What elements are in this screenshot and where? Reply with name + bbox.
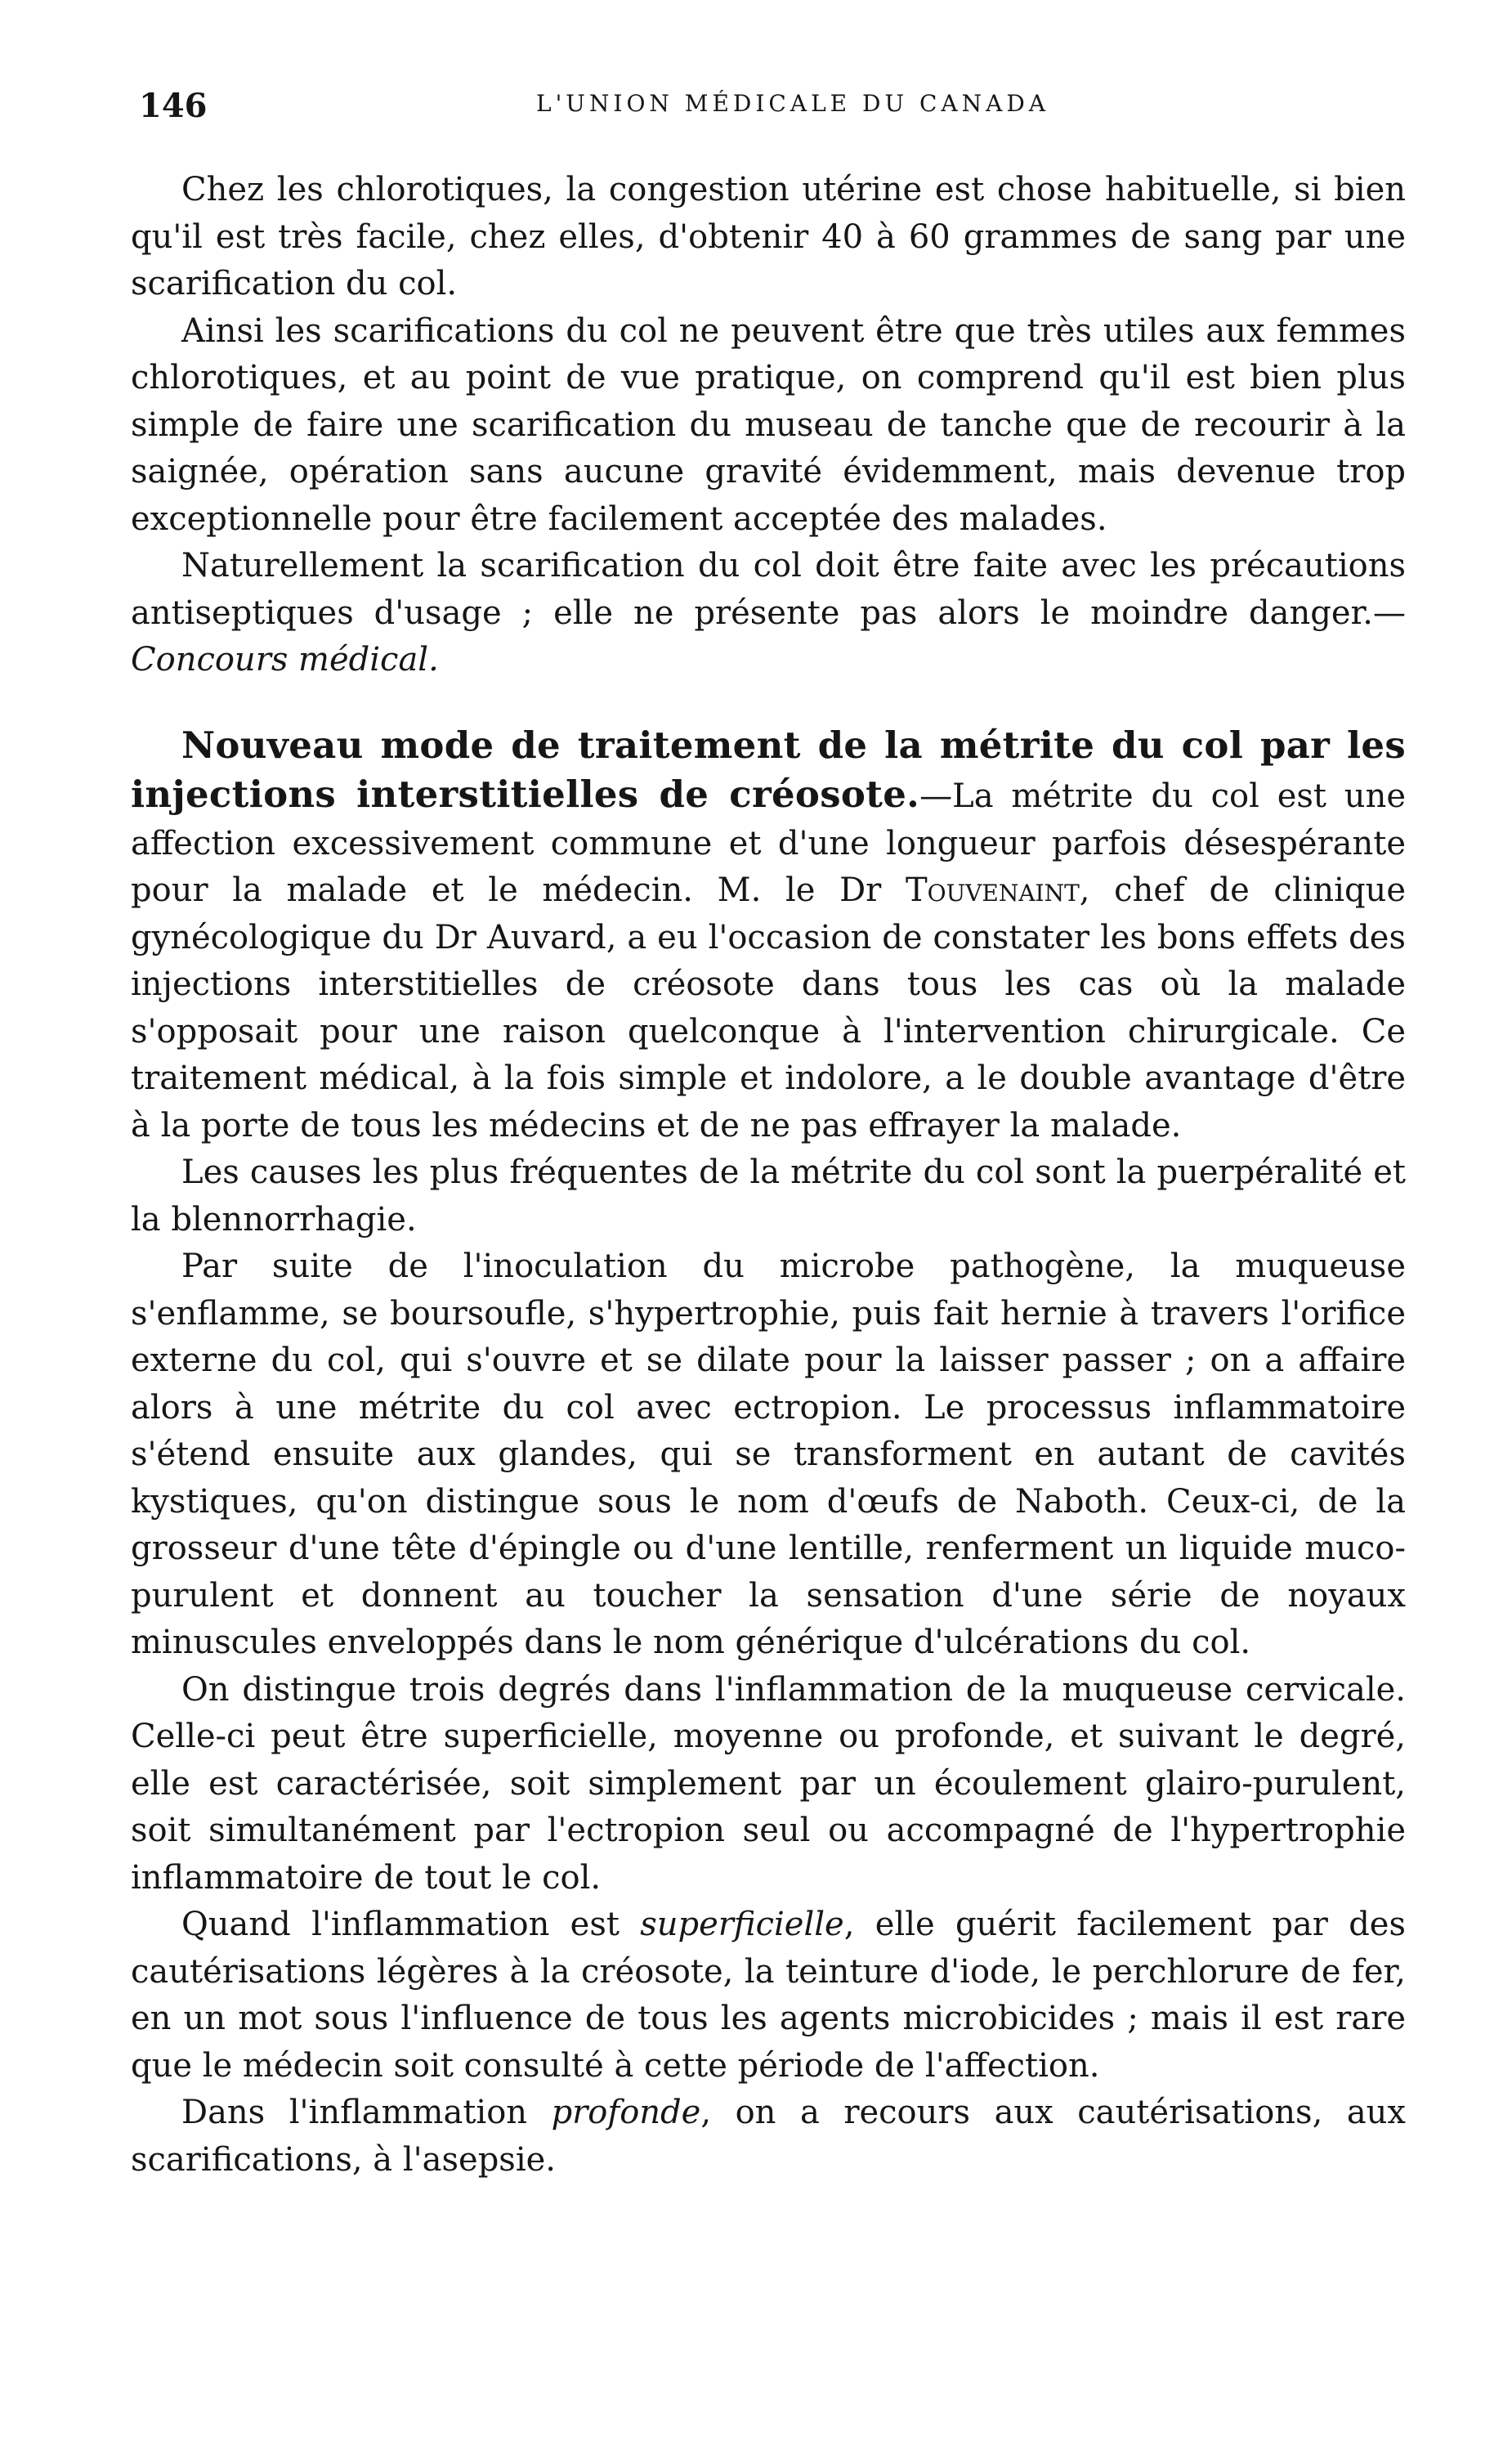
journal-title: L'UNION MÉDICALE DU CANADA	[536, 90, 1049, 117]
paragraph-chlorotiques: Chez les chlorotiques, la congestion utérine est chose habituelle, si bien qu'il est très facile, chez elles, d'obtenir 40 à 60 grammes de sang par une scarification du col.	[131, 171, 1406, 302]
document-page	[131, 82, 1406, 2403]
section-separator	[131, 684, 1406, 722]
author-name: Touvenaint	[905, 871, 1080, 909]
paragraph-pathogenesis: Par suite de l'inoculation du microbe pathogène, la muqueuse s'enflamme, se boursoufle, s'hypertrophie, puis fait hernie à travers l'orifice externe du col, qui s'ouvre et se dilate pour la laisser passer ; on a affaire alors à une métrite du col avec ectropion. Le processus inflammatoire s'étend ensuite aux glandes, qui se transforment en autant de cavités kystiques, qu'on distingue sous le nom d'œufs de Naboth. Ceux-ci, de la grosseur d'une tête d'épingle ou d'une lentille, renferment un liquide muco-purulent et donnent au toucher la sensation d'une série de noyaux minuscules enveloppés dans le nom générique d'ulcérations du col.	[131, 1248, 1406, 1661]
paragraph-superficial	[131, 1902, 1406, 2090]
paragraph-text: , on a recours aux cautérisations, aux scarifications, à l'asepsie.	[131, 2094, 1406, 2179]
paragraph-text: , chef de clinique gynécologique du Dr Auvard, a eu l'occasion de constater les bons effets des injections interstitielles de créosote dans tous les cas où la malade s'opposait pour une raison quelconque à l'intervention chirurgicale. Ce traitement médical, à la fois simple et indolore, a le double avantage d'être à la porte de tous les médecins et de ne pas effrayer la malade.	[131, 871, 1406, 1145]
paragraph-degrees: On distingue trois degrés dans l'inflammation de la muqueuse cervicale. Celle-ci peut être superficielle, moyenne ou profonde, et suivant le degré, elle est caractérisée, soit simplement par un écoulement glairo-purulent, soit simultanément par l'ectropion seul ou accompagné de l'hypertrophie inflammatoire de tout le col.	[131, 1670, 1406, 1897]
paragraph-causes: Les causes les plus fréquentes de la métrite du col sont la puerpéralité et la blennorrhagie.	[131, 1154, 1406, 1239]
source-citation: Concours médical.	[131, 641, 439, 679]
page-number: 146	[139, 87, 208, 125]
paragraph-article-intro	[131, 722, 1406, 1150]
paragraph-text: Naturellement la scarification du col doit être faite avec les précautions antiseptiques d'usage ; elle ne présente pas alors le moindre danger.—	[131, 547, 1406, 632]
paragraph-text: —La métrite du col est une affection excessivement commune et d'une longueur parfois désespérante pour la malade et le médecin. M. le Dr	[131, 777, 1407, 909]
paragraph-text: Quand l'inflammation est	[181, 1906, 641, 1943]
paragraph-text: , elle guérit facilement par des cautérisations légères à la créosote, la teinture d'iode, le perchlorure de fer, en un mot sous l'influence de tous les agents microbicides ; mais il est rare que le médecin soit consulté à cette période de l'affection.	[131, 1906, 1406, 2085]
running-header	[131, 82, 1406, 139]
paragraph-profound	[131, 2090, 1406, 2184]
paragraph-precautions	[131, 543, 1406, 684]
paragraph-text: Dans l'inflammation	[181, 2094, 552, 2131]
article-heading: Nouveau mode de traitement de la métrite du col par les injections interstitielles de créosote.	[131, 723, 1406, 816]
paragraph-scarifications: Ainsi les scarifications du col ne peuvent être que très utiles aux femmes chlorotiques, et au point de vue pratique, on comprend qu'il est bien plus simple de faire une scarification du museau de tanche que de recourir à la saignée, opération sans aucune gravité évidemment, mais devenue trop exceptionnelle pour être facilement acceptée des malades.	[131, 311, 1406, 538]
emphasis-term: superficielle	[640, 1906, 844, 1943]
article-body	[131, 167, 1406, 2184]
emphasis-term: profonde	[551, 2094, 701, 2131]
